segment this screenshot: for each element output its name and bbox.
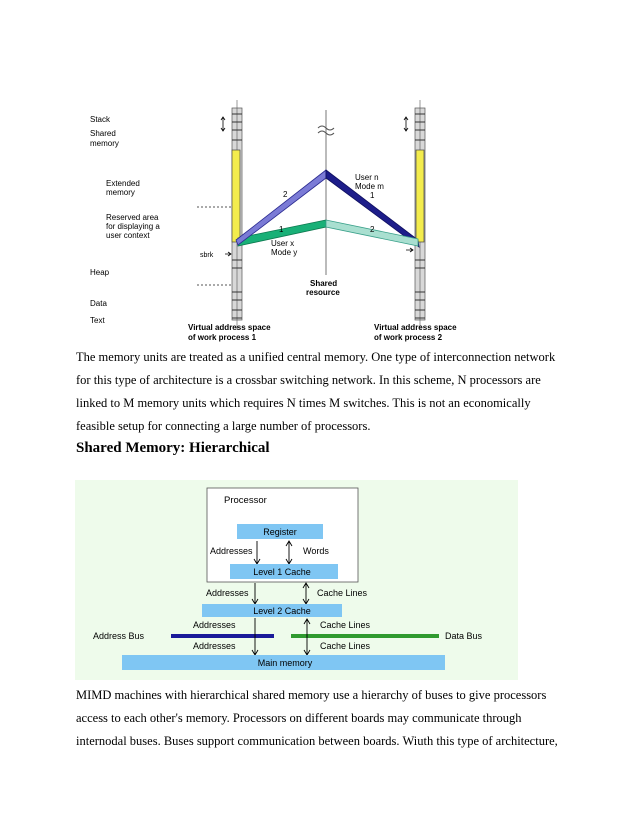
label-data-bus: Data Bus (445, 631, 483, 641)
label-addresses-1: Addresses (210, 546, 253, 556)
paragraph-mimd: MIMD machines with hierarchical shared memory use a hierarchy of buses to give processors access to each other's memory. Processors on different boards may communicate through internodal buses. Buses support communication between boards. Wiuth this type of architecture, (76, 688, 558, 748)
label-addresses-4: Addresses (193, 641, 236, 651)
label-words: Words (303, 546, 329, 556)
label-data: Data (90, 299, 107, 308)
label-shared-2: memory (90, 139, 119, 148)
label-vas1-1: Virtual address space (188, 323, 271, 332)
label-extended-1: Extended (106, 179, 140, 188)
label-user-x-2: Mode y (271, 248, 298, 257)
label-text: Text (90, 316, 105, 325)
right-address-column (404, 100, 425, 330)
label-user-n-3: 1 (370, 191, 375, 200)
shared-resource-column (318, 110, 334, 275)
label-num-1a: 1 (279, 225, 284, 234)
label-vas2-2: of work process 2 (374, 333, 443, 342)
left-address-column (197, 100, 242, 330)
address-bus-line[interactable] (171, 634, 274, 638)
label-level1: Level 1 Cache (253, 567, 311, 577)
label-cache-lines-2: Cache Lines (320, 620, 371, 630)
label-shared-1: Shared (90, 129, 116, 138)
label-heap: Heap (90, 268, 110, 277)
section-heading: Shared Memory: Hierarchical (76, 440, 270, 456)
label-shared-resource-2: resource (306, 288, 340, 297)
label-addresses-2: Addresses (206, 588, 249, 598)
label-addresses-3: Addresses (193, 620, 236, 630)
label-register: Register (263, 527, 297, 537)
label-cache-lines-1: Cache Lines (317, 588, 368, 598)
label-sbrk: sbrk (200, 252, 214, 259)
hierarchy-diagram (75, 480, 518, 680)
label-num-2a: 2 (283, 190, 288, 199)
label-reserved-3: user context (106, 231, 150, 240)
label-stack: Stack (90, 115, 111, 124)
label-vas1-2: of work process 1 (188, 333, 257, 342)
label-reserved-2: for displaying a (106, 222, 160, 231)
data-bus-line[interactable] (291, 634, 439, 638)
label-reserved-1: Reserved area (106, 213, 159, 222)
label-vas2-1: Virtual address space (374, 323, 457, 332)
label-user-n-1: User n (355, 173, 379, 182)
label-processor: Processor (224, 495, 267, 506)
label-cache-lines-3: Cache Lines (320, 641, 371, 651)
address-space-diagram (75, 100, 545, 345)
label-address-bus: Address Bus (93, 631, 145, 641)
label-shared-resource-1: Shared (310, 279, 338, 288)
label-num-2b: 2 (370, 225, 375, 234)
label-user-x-1: User x (271, 239, 295, 248)
paragraph-crossbar: The memory units are treated as a unified central memory. One type of interconnection network for this type of architecture is a crossbar switching network. In this scheme, N processors are linked to M memory units which requires N times M switches. This is not an economically feasible setup for connecting a large number of processors. (76, 350, 556, 433)
label-extended-2: memory (106, 188, 135, 197)
label-user-n-2: Mode m (355, 182, 384, 191)
label-level2: Level 2 Cache (253, 606, 311, 616)
label-main-memory: Main memory (257, 658, 313, 668)
